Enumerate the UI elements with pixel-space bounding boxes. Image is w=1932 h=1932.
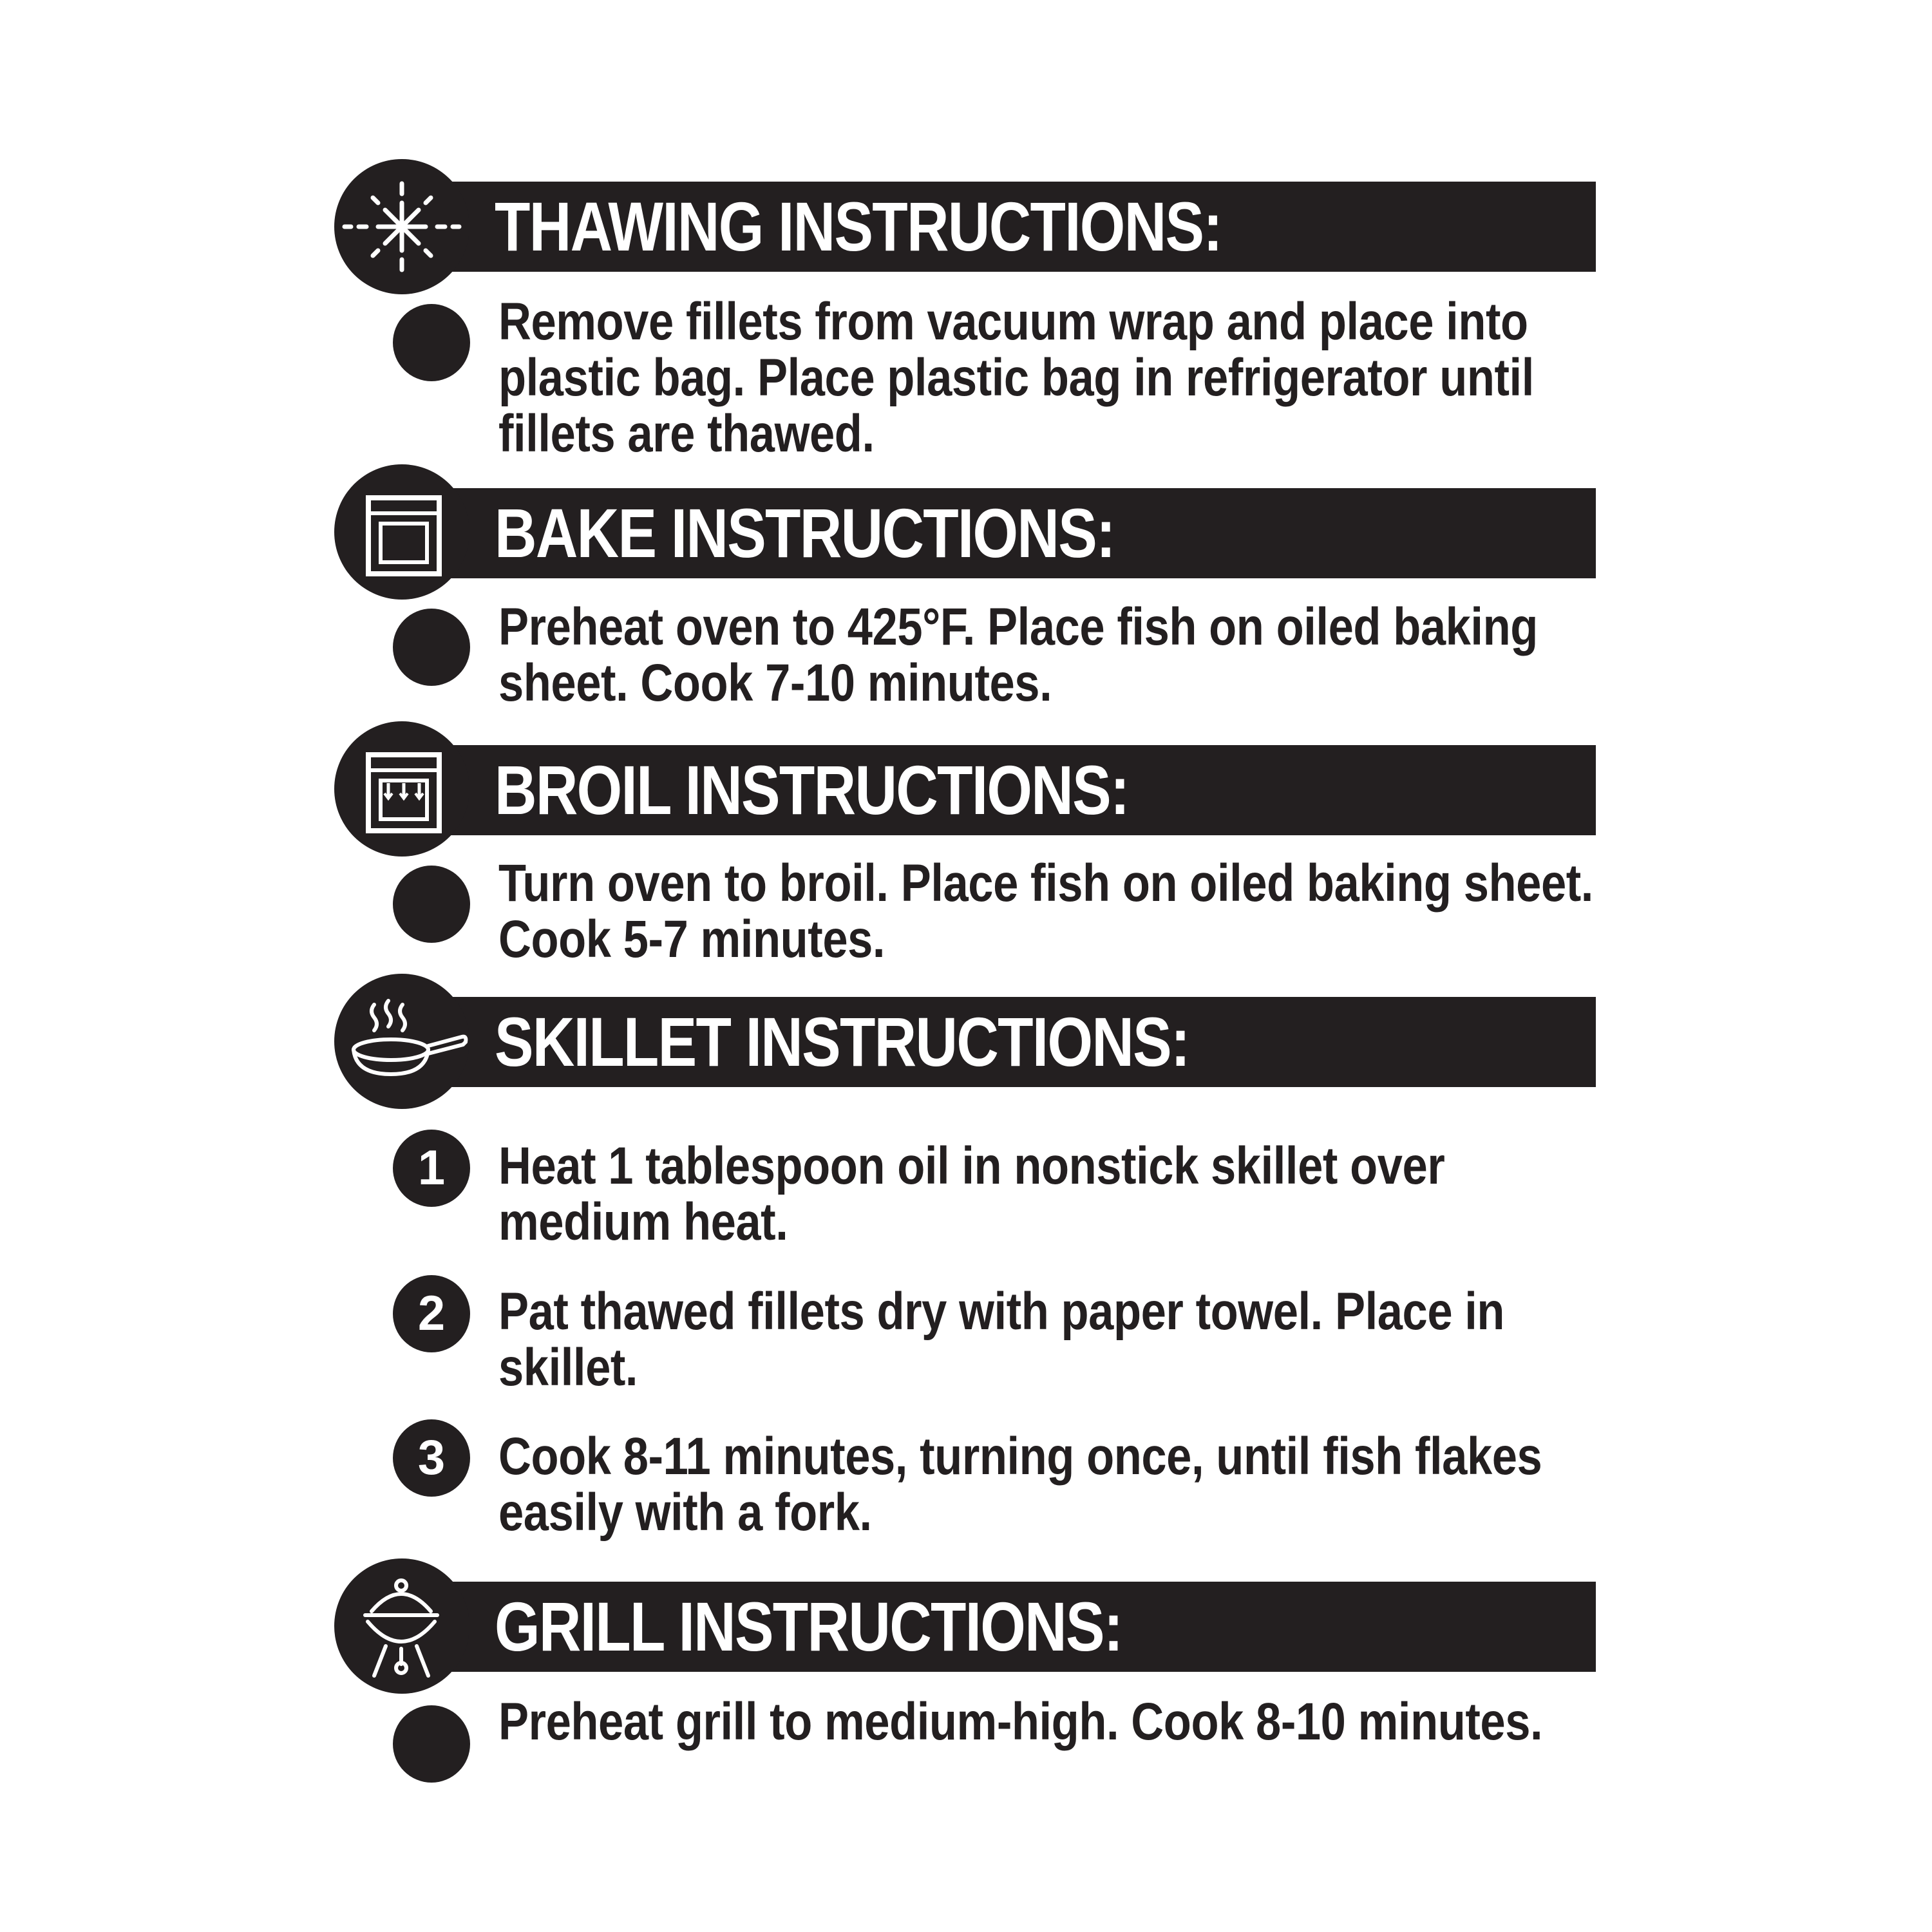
thawing-text: Remove fillets from vacuum wrap and place into plastic bag. Place plastic bag in refrigerator until fillets are thawed.	[498, 292, 1534, 463]
broil-title: BROIL INSTRUCTIONS:	[495, 751, 1129, 829]
grill-text: Preheat grill to medium-high. Cook 8-10 minutes.	[498, 1692, 1543, 1751]
step-1-text: Heat 1 tablespoon oil in nonstick skillet over medium heat.	[498, 1137, 1445, 1251]
bake-bullet	[393, 609, 470, 686]
thawing-title: THAWING INSTRUCTIONS:	[495, 187, 1222, 265]
step-2-text: Pat thawed fillets dry with paper towel. Place in skillet.	[498, 1282, 1505, 1397]
bake-text: Preheat oven to 425°F. Place fish on oiled baking sheet. Cook 7-10 minutes.	[498, 598, 1538, 712]
bake-banner	[412, 488, 1596, 578]
skillet-icon	[334, 974, 469, 1109]
bake-title: BAKE INSTRUCTIONS:	[495, 494, 1115, 572]
oven-icon	[334, 464, 469, 600]
broil-bullet	[393, 866, 470, 943]
broil-banner	[412, 745, 1596, 835]
broiler-icon	[334, 721, 469, 857]
grill-banner	[412, 1582, 1596, 1672]
thawing-bullet	[393, 304, 470, 381]
step-3-number: 3	[393, 1419, 470, 1497]
thawing-banner	[412, 182, 1596, 272]
skillet-title: SKILLET INSTRUCTIONS:	[495, 1003, 1189, 1081]
step-1-number: 1	[393, 1130, 470, 1207]
grill-bullet	[393, 1705, 470, 1783]
snowflake-icon	[334, 159, 469, 294]
broil-text: Turn oven to broil. Place fish on oiled baking sheet. Cook 5-7 minutes.	[498, 854, 1593, 969]
skillet-banner	[412, 997, 1596, 1087]
grill-icon	[334, 1558, 469, 1694]
step-3-text: Cook 8-11 minutes, turning once, until fish flakes easily with a fork.	[498, 1427, 1542, 1542]
step-2-number: 2	[393, 1275, 470, 1352]
grill-title: GRILL INSTRUCTIONS:	[495, 1587, 1122, 1665]
